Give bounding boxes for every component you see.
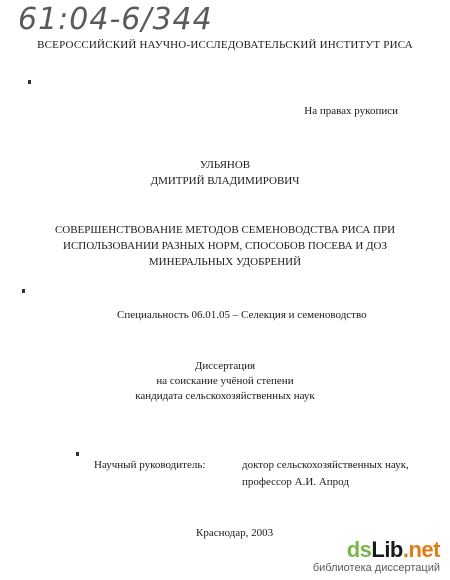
watermark-caption: библиотека диссертаций [312,562,440,574]
author-surname: УЛЬЯНОВ [199,159,251,171]
degree-line: кандидата сельскохозяйственных наук [135,390,315,402]
supervisor-name: профессор А.И. Апрод [242,476,349,488]
logo-part: Lib [371,537,403,562]
author-first-names: ДМИТРИЙ ВЛАДИМИРОВИЧ [150,175,300,187]
manuscript-rights-note: На правах рукописи [304,105,398,117]
title-line: ИСПОЛЬЗОВАНИИ РАЗНЫХ НОРМ, СПОСОБОВ ПОСЕВА И ДОЗ [63,240,387,252]
city-year: Краснодар, 2003 [196,527,274,539]
margin-mark [76,452,79,456]
specialty-line: Специальность 06.01.05 – Селекция и семеноводство [117,309,367,321]
degree-line: Диссертация [194,360,256,372]
degree-line: на соискание учёной степени [156,375,294,387]
logo-part: ds [346,537,372,562]
dslib-watermark [313,538,440,575]
title-line: СОВЕРШЕНСТВОВАНИЕ МЕТОДОВ СЕМЕНОВОДСТВА РИСА ПРИ [54,224,396,236]
margin-mark [28,80,31,84]
title-line: МИНЕРАЛЬНЫХ УДОБРЕНИЙ [148,256,302,268]
logo-part: .net [402,537,440,562]
supervisor-degree: доктор сельскохозяйственных наук, [242,459,409,471]
degree-statement [0,359,450,404]
supervisor-label: Научный руководитель: [94,459,206,471]
margin-mark [22,289,25,293]
watermark-logo [313,538,440,562]
dissertation-title [0,222,450,270]
institute-name: ВСЕРОССИЙСКИЙ НАУЧНО-ИССЛЕДОВАТЕЛЬСКИЙ ИНСТИТУТ РИСА [37,39,413,51]
archive-handwritten-number: 61:04-6/344 [18,2,213,37]
